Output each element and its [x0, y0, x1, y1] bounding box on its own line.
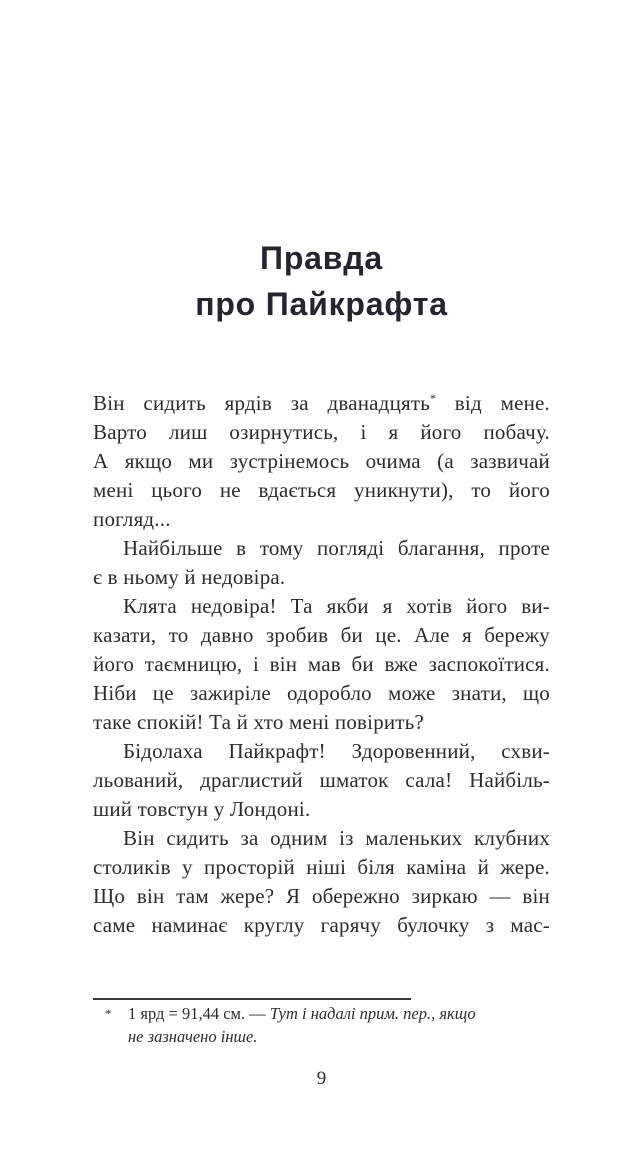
footnote-text-italic: Тут і надалі прим. пер., якщо — [269, 1004, 476, 1023]
text-line: А якщо ми зустрінемось очима (а зазвичай — [93, 449, 550, 473]
text-line: саме наминає круглу гарячу булочку з мас- — [93, 913, 550, 937]
text-line: таке спокій! Та й хто мені повірить? — [93, 710, 425, 734]
text-line: Найбільше в тому погляді благання, проте — [123, 536, 550, 560]
text-line: ший товстун у Лондоні. — [93, 797, 311, 821]
chapter-title-line-1: Правда — [260, 240, 383, 276]
text-line: Він сидить за одним із маленьких клубних — [123, 826, 550, 850]
text-line: Ніби це зажиріле одоробло може знати, що — [93, 681, 550, 705]
footnote-line: не зазначено інше. — [128, 1027, 258, 1046]
text-line: є в ньому й недовіра. — [93, 565, 286, 589]
text-line: погляд... — [93, 507, 171, 531]
text-line: Що він там жере? Я обережно зиркаю — він — [93, 884, 550, 908]
text-line: Варто лиш озирнутись, і я його побачу. — [93, 420, 550, 444]
footnote-line — [128, 1002, 548, 1025]
text-line: мені цього не вдається уникнути), то його — [93, 478, 550, 502]
text-line: льований, драглистий шматок сала! Найбіль- — [93, 768, 550, 792]
text-line: Бідолаха Пайкрафт! Здоровенний, схви- — [123, 739, 550, 763]
body-text — [93, 389, 550, 940]
footnote-text-regular: 1 ярд = 91,44 см. — — [128, 1004, 270, 1023]
text-line: Клята недовіра! Та якби я хотів його ви- — [123, 594, 550, 618]
text-line: столиків у просторій ніші біля каміна й жере. — [93, 855, 550, 879]
text-segment: Він сидить ярдів за дванадцять — [93, 391, 431, 415]
footnote-reference: * — [430, 391, 437, 405]
chapter-title — [93, 235, 550, 327]
footnote-separator — [93, 998, 411, 1000]
text-line: казати, то давно зробив би це. Але я бережу — [93, 623, 550, 647]
chapter-title-line-2: про Пайкрафта — [195, 286, 448, 322]
page-number: 9 — [316, 1068, 327, 1089]
text-line — [93, 389, 550, 418]
text-segment: від мене. — [436, 391, 550, 415]
text-line: його таємницю, і він мав би вже заспокоїтися. — [93, 652, 550, 676]
footnote-marker: * — [105, 1006, 112, 1021]
footnote — [93, 1002, 548, 1048]
